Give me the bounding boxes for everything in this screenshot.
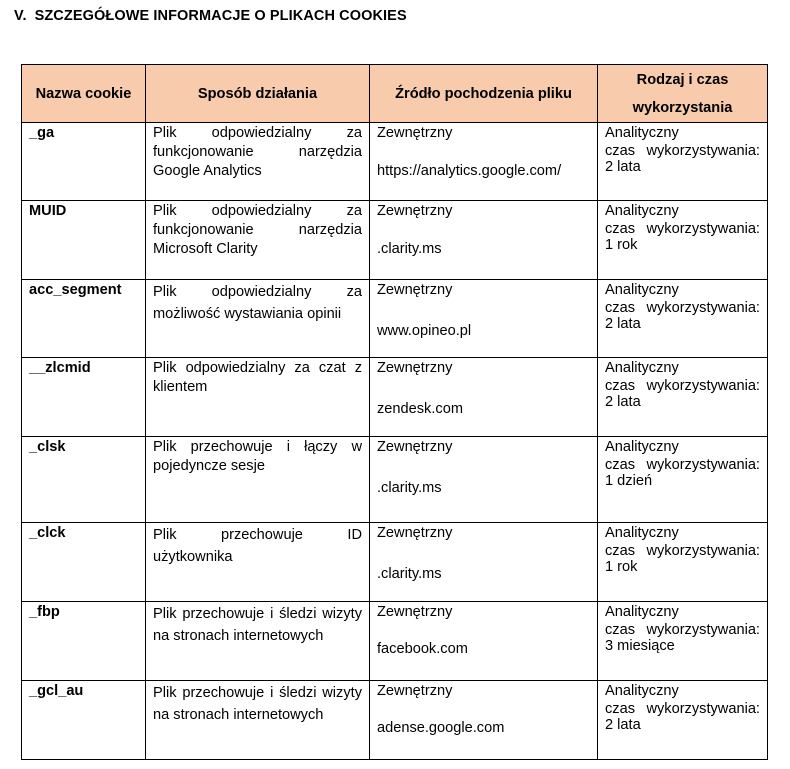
cookie-usage [598, 681, 768, 760]
cookie-usage [598, 358, 768, 437]
cookie-usage [598, 201, 768, 280]
header-type-duration: Rodzaj i czas wykorzystania [598, 65, 768, 123]
header-cookie-name: Nazwa cookie [22, 65, 146, 123]
cookie-description: Plik odpowiedzialny za funkcjonowanie narzędzia Google Analytics [146, 123, 370, 201]
cookie-name: _clsk [22, 437, 146, 523]
usage-duration: czas wykorzystywania: 2 lata [605, 143, 760, 175]
table-row [22, 201, 768, 280]
cookie-description: Plik przechowuje i śledzi wizyty na stronach internetowych [146, 602, 370, 681]
usage-type: Analityczny [605, 439, 679, 455]
cookie-usage [598, 280, 768, 358]
usage-duration: czas wykorzystywania: 1 rok [605, 543, 760, 575]
cookie-description: Plik odpowiedzialny za czat z klientem [146, 358, 370, 437]
usage-type: Analityczny [605, 525, 679, 541]
usage-type: Analityczny [605, 282, 679, 298]
cookie-name: _fbp [22, 602, 146, 681]
usage-duration: czas wykorzystywania: 2 lata [605, 701, 760, 733]
cookie-name: _clck [22, 523, 146, 602]
cookie-usage [598, 602, 768, 681]
usage-duration: czas wykorzystywania: 3 miesiące [605, 622, 760, 654]
table-row [22, 123, 768, 201]
source-type: Zewnętrzny [377, 282, 453, 298]
cookie-source [370, 437, 598, 523]
usage-type: Analityczny [605, 360, 679, 376]
cookie-name: _ga [22, 123, 146, 201]
cookie-description: Plik przechowuje i łączy w pojedyncze sesje [146, 437, 370, 523]
cookie-description: Plik odpowiedzialny za możliwość wystawiania opinii [146, 280, 370, 358]
source-type: Zewnętrzny [377, 683, 453, 699]
header-operation: Sposób działania [146, 65, 370, 123]
cookie-source [370, 602, 598, 681]
cookie-name: acc_segment [22, 280, 146, 358]
source-type: Zewnętrzny [377, 203, 453, 219]
source-url: .clarity.ms [377, 241, 442, 257]
source-type: Zewnętrzny [377, 125, 453, 141]
cookie-source [370, 280, 598, 358]
usage-type: Analityczny [605, 203, 679, 219]
source-url: zendesk.com [377, 401, 463, 417]
source-url: https://analytics.google.com/ [377, 163, 562, 179]
usage-type: Analityczny [605, 604, 679, 620]
cookie-usage [598, 437, 768, 523]
cookie-name: _gcl_au [22, 681, 146, 760]
usage-duration: czas wykorzystywania: 2 lata [605, 378, 760, 410]
source-url: adense.google.com [377, 720, 505, 736]
cookies-table [21, 64, 768, 760]
table-row [22, 681, 768, 760]
source-url: .clarity.ms [377, 566, 442, 582]
section-heading [14, 8, 407, 24]
header-source: Źródło pochodzenia pliku [370, 65, 598, 123]
source-type: Zewnętrzny [377, 604, 453, 620]
table-row [22, 437, 768, 523]
cookie-source [370, 358, 598, 437]
cookie-usage [598, 123, 768, 201]
source-type: Zewnętrzny [377, 360, 453, 376]
table-header-row [22, 65, 768, 123]
source-type: Zewnętrzny [377, 525, 453, 541]
cookie-description: Plik przechowuje i śledzi wizyty na stronach internetowych [146, 681, 370, 760]
usage-duration: czas wykorzystywania: 2 lata [605, 300, 760, 332]
source-url: .clarity.ms [377, 480, 442, 496]
cookie-description: Plik odpowiedzialny za funkcjonowanie narzędzia Microsoft Clarity [146, 201, 370, 280]
table-row [22, 358, 768, 437]
cookie-source [370, 523, 598, 602]
table-row [22, 523, 768, 602]
table-row [22, 280, 768, 358]
source-url: facebook.com [377, 641, 468, 657]
source-type: Zewnętrzny [377, 439, 453, 455]
section-number: V. [14, 8, 27, 24]
cookie-source [370, 123, 598, 201]
usage-duration: czas wykorzystywania: 1 dzień [605, 457, 760, 489]
usage-duration: czas wykorzystywania: 1 rok [605, 221, 760, 253]
source-url: www.opineo.pl [377, 323, 472, 339]
cookie-source [370, 681, 598, 760]
cookie-description: Plik przechowuje ID użytkownika [146, 523, 370, 602]
cookie-usage [598, 523, 768, 602]
cookie-source [370, 201, 598, 280]
table-row [22, 602, 768, 681]
section-title: SZCZEGÓŁOWE INFORMACJE O PLIKACH COOKIES [34, 8, 407, 24]
cookie-name: __zlcmid [22, 358, 146, 437]
usage-type: Analityczny [605, 683, 679, 699]
cookie-name: MUID [22, 201, 146, 280]
usage-type: Analityczny [605, 125, 679, 141]
